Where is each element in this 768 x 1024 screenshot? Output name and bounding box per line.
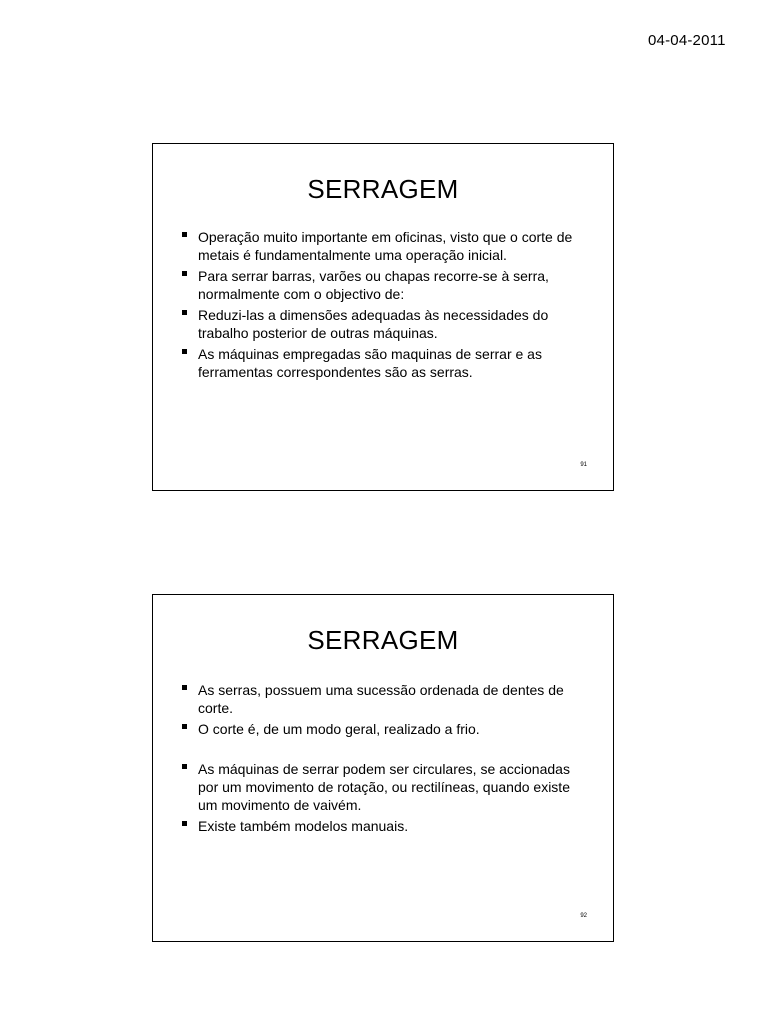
bullet-text: As máquinas de serrar podem ser circulares, se accionadas por um movimento de rotação, ou rectilíneas, quando existe um movimento de vaivém.: [198, 761, 570, 813]
square-bullet-icon: [182, 349, 187, 354]
bullet-text: As máquinas empregadas são maquinas de serrar e as ferramentas correspondentes são as serras.: [198, 346, 542, 380]
bullet-text: Para serrar barras, varões ou chapas recorre-se à serra, normalmente com o objectivo de:: [198, 268, 549, 302]
square-bullet-icon: [182, 821, 187, 826]
slide-title: SERRAGEM: [307, 174, 459, 204]
slide-92: [152, 594, 614, 942]
page-date: 04-04-2011: [648, 32, 726, 49]
bullet-text: Existe também modelos manuais.: [198, 818, 409, 834]
bullet-text: O corte é, de um modo geral, realizado a frio.: [198, 721, 480, 737]
bullet-item: [181, 267, 593, 303]
bullet-list: [181, 681, 593, 838]
slide-91: [152, 143, 614, 491]
bullet-item: [181, 760, 593, 814]
bullet-item: [181, 345, 593, 381]
bullet-text: As serras, possuem uma sucessão ordenada de dentes de corte.: [198, 682, 564, 716]
bullet-item: [181, 720, 593, 738]
square-bullet-icon: [182, 271, 187, 276]
bullet-item: [181, 306, 593, 342]
square-bullet-icon: [182, 685, 187, 690]
bullet-item: [181, 817, 593, 835]
square-bullet-icon: [182, 232, 187, 237]
square-bullet-icon: [182, 310, 187, 315]
bullet-text: Reduzi-las a dimensões adequadas às necessidades do trabalho posterior de outras máquinas.: [198, 307, 549, 341]
square-bullet-icon: [182, 724, 187, 729]
bullet-list: [181, 228, 593, 384]
square-bullet-icon: [182, 764, 187, 769]
bullet-text: Operação muito importante em oficinas, visto que o corte de metais é fundamentalmente uma operação inicial.: [198, 229, 573, 263]
bullet-item: [181, 681, 593, 717]
bullet-item: [181, 228, 593, 264]
slide-page-number: 92: [580, 913, 587, 919]
slide-page-number: 91: [580, 462, 587, 468]
slide-title: SERRAGEM: [307, 625, 459, 655]
